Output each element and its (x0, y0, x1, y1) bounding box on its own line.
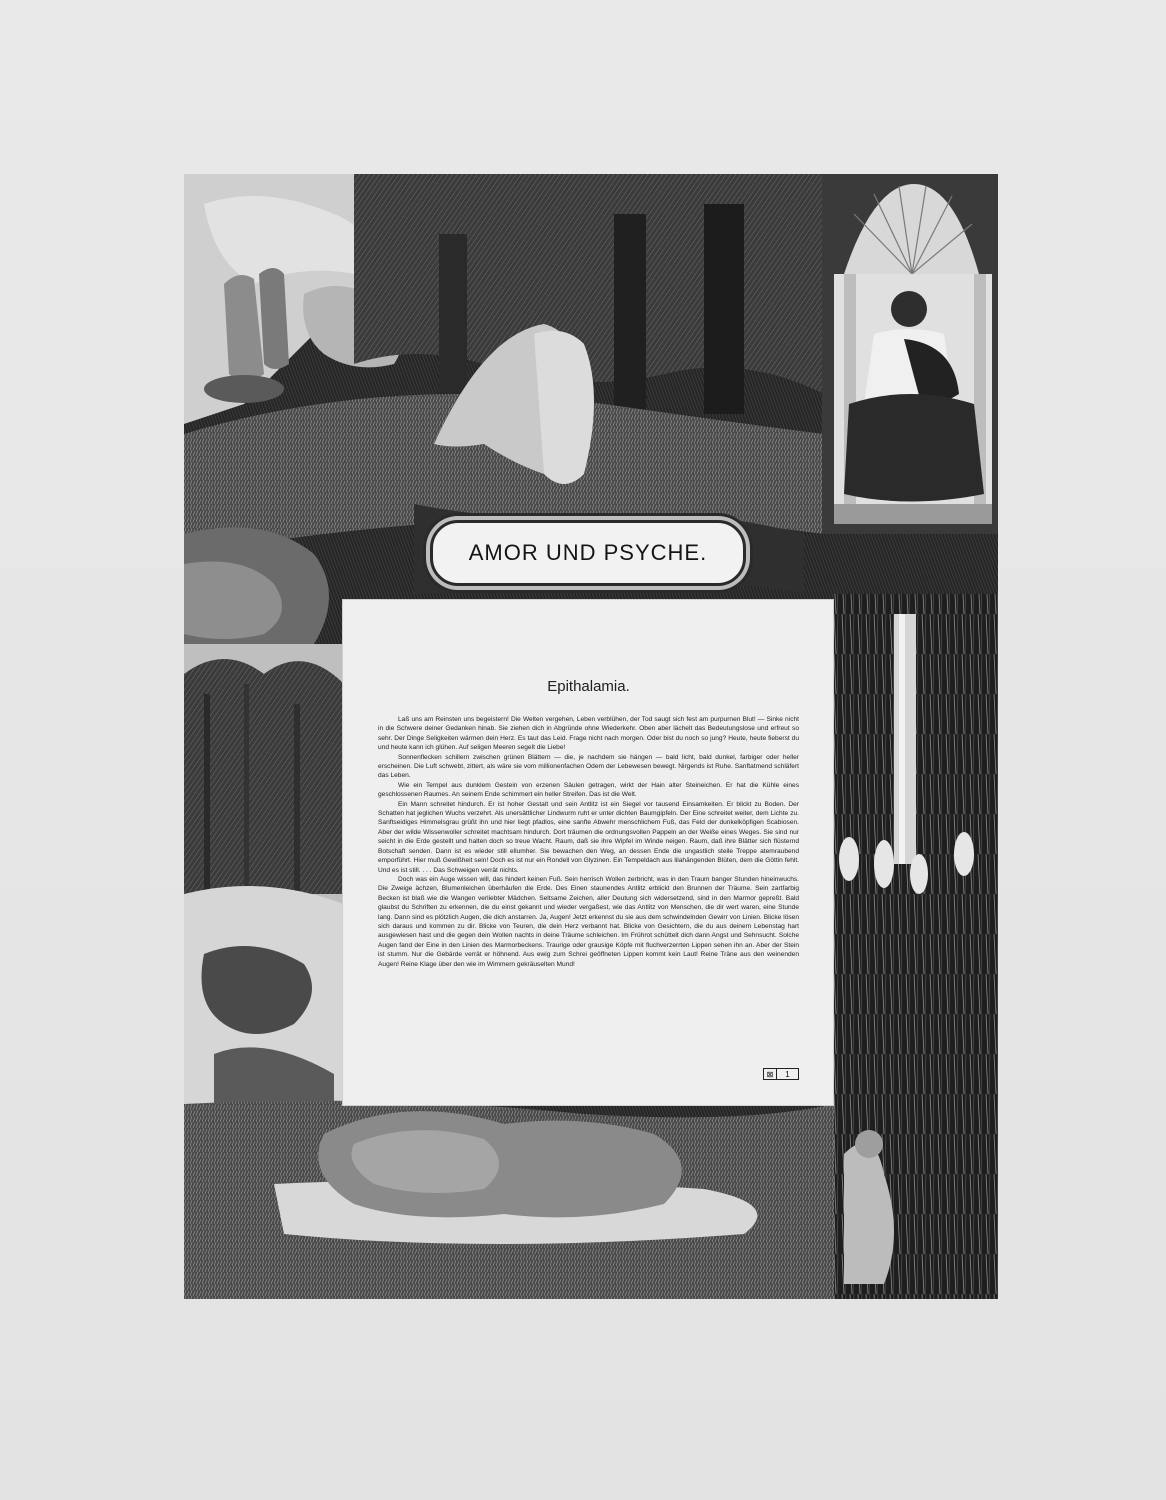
paragraph: Ein Mann schreitet hindurch. Er ist hoher Gestalt und sein Antlitz ist ein Siegel vor tausend Einsamkeiten. Er blickt zu Boden. Der Schatten hat jeglichen Wuchs verzehrt. Als unersättlicher Lindwurm ruht er unter dichten Baumgipfeln. Der Eine schreitet weiter, dem Lichte zu. Sanftseidiges Himmelsgrau grüßt ihn und hier liegt pfadlos, eine sanfte Abwehr menschlichem Fuß, das Feld der dunkelköpfigen Scabiosen. Aber der wilde Wissenwoller schreitet machtsam hindurch. Dort träumen die ordnungsvollen Pappeln an der Weiße eines Weges. Sie sind nur seicht in die Erde gestellt und halten doch so treue Wacht. Raum, daß sie ihre Wipfel im Winde neigen. Raum, daß ihre Blätter sich flüsternd Botschaft senden. Dann ist es wieder still ellumher. Sie bewachen den Weg, an dessen Ende die ungastlich steile Treppe atemraubend emporführt. Hier muß Gewißheit sein! Doch es ist nur ein Rondell von Glyzinen. Ein Tempeldach aus lilahängenden Blüten, dem die Göttin fehlt. Und es ist still. . . . Das Schweigen verrät nichts. (378, 800, 799, 874)
panel-heading: Epithalamia. (547, 678, 630, 695)
paragraph: Sonnenflecken schillern zwischen grünen Blättern — die, je nachdem sie hängen — bald licht, bald dunkel, farbiger oder heller erscheinen. Die Luft schwebt, zittert, als wäre sie vom millionenfachen Odem der Lebewesen bewegt. Nirgends ist Ruhe. Sanftatmend schläfert das Leben. (378, 753, 799, 780)
paragraph: Wie ein Tempel aus dunklem Gestein von erzenen Säulen getragen, wirkt der Hain alter Steineichen. Er hat die Kühle eines geschlossenen Raumes. An seinem Ende schimmert ein heller Streifen. Das ist die Welt. (378, 781, 799, 799)
illustrated-plate (184, 174, 998, 1299)
title-cartouche (430, 520, 746, 586)
paragraph: Laß uns am Reinsten uns begeistern! Die Welten vergehen, Leben verblühen, der Tod saugt sich fest am purpurnen Blut! — Sinke nicht in die Schwere deiner Gedanken hinab. Sie ziehen dich in Abgründe ohne Wiederkehr. Oben aber lächelt das Bedeutungslose und erfreut so sehr. Der Dinge Seligkeiten wärmen dein Herz. Es taut das Leid. Frage nicht nach morgen. Oder bist du noch so jung? Heute, heute fieberst du und heute kann ich glühen. Auf seligen Meeren segelt die Liebe! (378, 716, 799, 752)
paragraph: Doch was ein Auge wissen will, das hindert keinen Fuß. Sein herrisch Wollen zerbricht, was in den Traum banger Stunden hineinwuchs. Die Zweige ächzen, Blumenleichen überhäufen die Erde. Des Einen staunendes Antlitz erblickt den Brunnen der Träume. Sein zartfarbig Becken ist blaß wie die Wangen verliebter Mädchen. Seltsame Zeichen, aller Deutung sich widersetzend, sind in den Marmor gepreßt. Bald glaubst du Schriften zu erkennen, die du einst gekannt und wieder vergaßest, wie das Antlitz von Menschen, die dir wert waren, eine Stunde lang. Dann sind es plötzlich Augen, die dich anstarren. Ja, Augen! Jetzt erkennst du sie aus dem schwindelnden Gewirr von Linien. Blicke lösen sich daraus und kommen zu dir. Blicke von Teuren, die dein Herz verbannt hat. Blicke von Gesichtern, die du aus deinem Lebenstag hart ausgewiesen hast und die gegen dein Wollen nachts in deine Träume schleichen. Im Frührot schüttelt dich dann Angst und Sehnsucht. Solche Augen fand der Eine in den Linien des Marmorbeckens. Traurige oder grausige Köpfe mit fluchverzerrten Lippen sehen ihn an. Aber der Stein ist stumm. Nur die Gebärde verrät er höhnend. Aus ewig zum Schrei geöffneten Lippen kommt kein Laut! Reine Träne aus den weinenden Augen! Reine Klage über den wie im Wimmern gekräuselten Mund! (378, 875, 799, 968)
text-panel (342, 599, 834, 1106)
page-number-box (763, 1068, 799, 1080)
page-number: 1 (785, 1069, 790, 1079)
sheet-symbol-icon: ⊠ (764, 1069, 777, 1079)
document-title: AMOR UND PSYCHE. (468, 540, 708, 565)
body-text (378, 715, 799, 969)
